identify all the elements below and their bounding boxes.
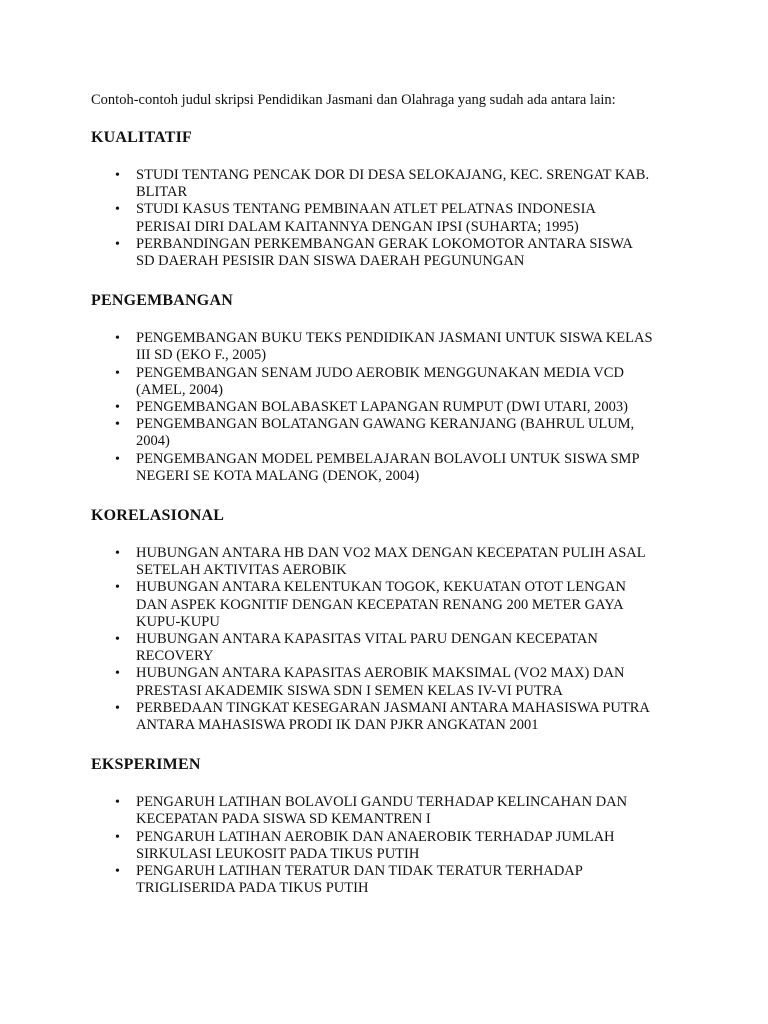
list-item-line: III SD (EKO F., 2005) — [136, 347, 267, 364]
list-item — [91, 201, 691, 235]
sections-container — [91, 128, 691, 898]
section-heading: PENGEMBANGAN — [91, 292, 233, 310]
bullet-icon: • — [115, 666, 120, 682]
section-korelasional — [91, 506, 691, 734]
list-item-line: SETELAH AKTIVITAS AEROBIK — [136, 562, 347, 579]
list-item — [91, 330, 691, 364]
list-item-line: PENGARUH LATIHAN TERATUR DAN TIDAK TERATUR TERHADAP — [136, 863, 583, 880]
list-item-line: (AMEL, 2004) — [136, 381, 223, 398]
bullet-icon: • — [115, 451, 120, 467]
list-item — [91, 365, 691, 399]
list-item-line: PENGARUH LATIHAN AEROBIK DAN ANAEROBIK TERHADAP JUMLAH — [136, 828, 615, 845]
document-page — [91, 92, 691, 919]
list-item-line: PENGEMBANGAN MODEL PEMBELAJARAN BOLAVOLI UNTUK SISWA SMP — [136, 450, 640, 467]
list-item — [91, 236, 691, 270]
list-item-line: RECOVERY — [136, 648, 214, 665]
bullet-icon: • — [115, 829, 120, 845]
section-heading: EKSPERIMEN — [91, 756, 201, 774]
list-item — [91, 545, 691, 579]
list-item-line: HUBUNGAN ANTARA KAPASITAS AEROBIK MAKSIMAL (VO2 MAX) DAN — [136, 665, 625, 682]
list-item — [91, 399, 691, 416]
list-item — [91, 794, 691, 828]
list-item-line: PENGEMBANGAN SENAM JUDO AEROBIK MENGGUNAKAN MEDIA VCD — [136, 364, 624, 381]
section-eksperimen — [91, 755, 691, 897]
list-item-line: PENGEMBANGAN BOLATANGAN GAWANG KERANJANG (BAHRUL ULUM, — [136, 416, 635, 433]
intro-text: Contoh-contoh judul skripsi Pendidikan Jasmani dan Olahraga yang sudah ada antara lain: — [91, 92, 616, 108]
bullet-list — [91, 167, 691, 270]
list-item — [91, 579, 691, 631]
list-item — [91, 451, 691, 485]
bullet-list — [91, 330, 691, 485]
list-item-line: ANTARA MAHASISWA PRODI IK DAN PJKR ANGKATAN 2001 — [136, 717, 539, 734]
bullet-icon: • — [115, 580, 120, 596]
list-item-line: TRIGLISERIDA PADA TIKUS PUTIH — [136, 880, 369, 897]
list-item — [91, 416, 691, 450]
bullet-icon: • — [115, 795, 120, 811]
list-item — [91, 863, 691, 897]
list-item-line: PENGEMBANGAN BUKU TEKS PENDIDIKAN JASMANI UNTUK SISWA KELAS — [136, 330, 653, 347]
list-item-line: 2004) — [136, 433, 170, 450]
bullet-icon: • — [115, 632, 120, 648]
bullet-icon: • — [115, 700, 120, 716]
bullet-icon: • — [115, 864, 120, 880]
list-item-line: NEGERI SE KOTA MALANG (DENOK, 2004) — [136, 467, 420, 484]
bullet-list — [91, 545, 691, 734]
bullet-icon: • — [115, 417, 120, 433]
bullet-icon: • — [115, 546, 120, 562]
list-item — [91, 665, 691, 699]
list-item-line: HUBUNGAN ANTARA KELENTUKAN TOGOK, KEKUATAN OTOT LENGAN — [136, 579, 626, 596]
list-item-line: KUPU-KUPU — [136, 613, 220, 630]
bullet-icon: • — [115, 331, 120, 347]
section-heading: KUALITATIF — [91, 129, 192, 146]
list-item-line: PRESTASI AKADEMIK SISWA SDN I SEMEN KELAS IV-VI PUTRA — [136, 682, 563, 699]
list-item-line: PERBANDINGAN PERKEMBANGAN GERAK LOKOMOTOR ANTARA SISWA — [136, 235, 633, 252]
list-item — [91, 829, 691, 863]
bullet-icon: • — [115, 236, 120, 252]
list-item-line: PERISAI DIRI DALAM KAITANNYA DENGAN IPSI (SUHARTA; 1995) — [136, 218, 579, 235]
bullet-icon: • — [115, 168, 120, 183]
list-item-line: SD DAERAH PESISIR DAN SISWA DAERAH PEGUNUNGAN — [136, 253, 525, 270]
bullet-list — [91, 794, 691, 897]
list-item-line: PENGEMBANGAN BOLABASKET LAPANGAN RUMPUT (DWI UTARI, 2003) — [136, 399, 628, 416]
list-item — [91, 700, 691, 734]
section-pengembangan — [91, 291, 691, 485]
bullet-icon: • — [115, 365, 120, 381]
list-item-line: HUBUNGAN ANTARA KAPASITAS VITAL PARU DENGAN KECEPATAN — [136, 631, 598, 648]
section-heading: KORELASIONAL — [91, 507, 225, 525]
list-item-line: BLITAR — [136, 184, 188, 201]
list-item-line: KECEPATAN PADA SISWA SD KEMANTREN I — [136, 811, 431, 828]
list-item — [91, 631, 691, 665]
list-item-line: SIRKULASI LEUKOSIT PADA TIKUS PUTIH — [136, 845, 420, 862]
list-item-line: DAN ASPEK KOGNITIF DENGAN KECEPATAN RENANG 200 METER GAYA — [136, 596, 624, 613]
bullet-icon: • — [115, 202, 120, 218]
list-item-line: PENGARUH LATIHAN BOLAVOLI GANDU TERHADAP KELINCAHAN DAN — [136, 794, 628, 811]
list-item-line: PERBEDAAN TINGKAT KESEGARAN JASMANI ANTARA MAHASISWA PUTRA — [136, 699, 650, 716]
list-item-line: HUBUNGAN ANTARA HB DAN VO2 MAX DENGAN KECEPATAN PULIH ASAL — [136, 545, 646, 562]
section-kualitatif — [91, 128, 691, 270]
bullet-icon: • — [115, 400, 120, 416]
list-item-line: STUDI TENTANG PENCAK DOR DI DESA SELOKAJANG, KEC. SRENGAT KAB. — [136, 167, 650, 183]
list-item — [91, 167, 691, 201]
list-item-line: STUDI KASUS TENTANG PEMBINAAN ATLET PELATNAS INDONESIA — [136, 201, 596, 218]
